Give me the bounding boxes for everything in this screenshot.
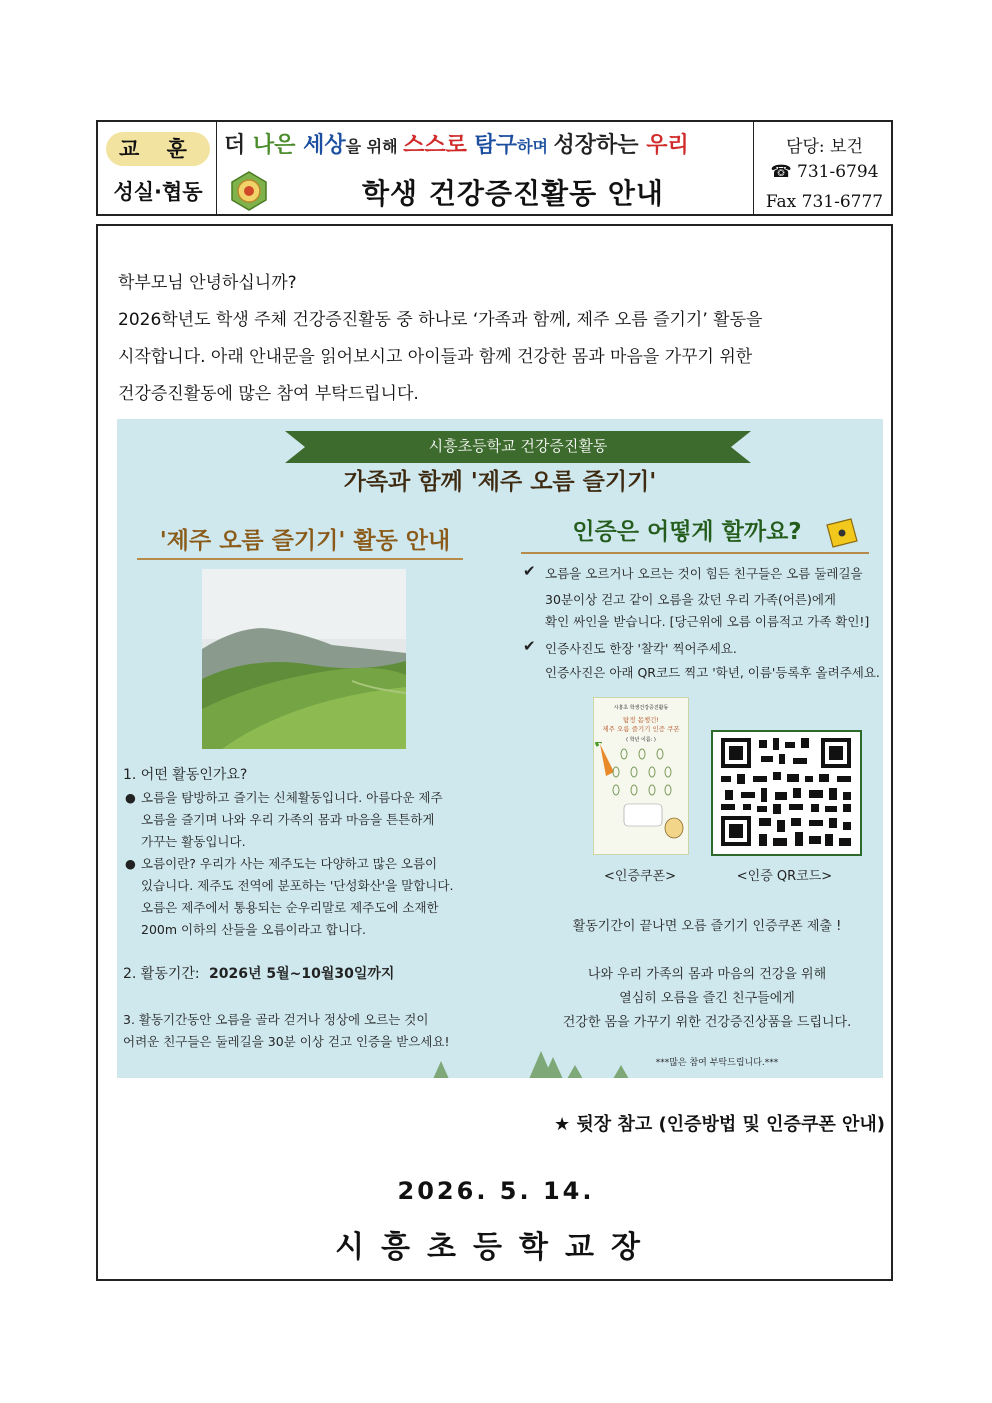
oreum-photo [202, 569, 406, 749]
reward-line: 열심히 오름을 즐긴 친구들에게 [619, 991, 795, 1006]
check-line: 30분이상 걷고 같이 오름을 갔던 우리 가족(어른)에게 [545, 592, 837, 607]
bullet-line: 200m 이하의 산들을 오름이라고 합니다. [141, 922, 366, 937]
tag-icon [821, 515, 861, 549]
motto-words: 성실·협동 [113, 180, 203, 204]
motto-label: 교 훈 [106, 132, 210, 166]
header-table [96, 120, 893, 216]
thanks-note: ***많은 참여 부탁드립니다.*** [655, 1058, 779, 1068]
bullet-line: 오름이란? 우리가 사는 제주도는 다양하고 많은 오름이 [141, 856, 438, 871]
left-heading: '제주 오름 즐기기' 활동 안내 [159, 528, 451, 554]
principal-signature: 시흥초등학교장 [335, 1230, 657, 1265]
check-line: 인증사진도 한장 '찰칵' 찍어주세요. [545, 641, 737, 656]
q1-heading: 1. 어떤 활동인가요? [123, 767, 248, 783]
q3-line: 어려운 친구들은 둘레길을 30분 이상 걷고 인증을 받으세요! [123, 1034, 450, 1049]
bullet-line: 있습니다. 제주도 전역에 분포하는 '단성화산'을 말합니다. [141, 878, 454, 893]
intro-greeting: 학부모님 안녕하십니까? [118, 273, 297, 293]
school-emblem-icon [228, 170, 270, 212]
reward-line: 나와 우리 가족의 몸과 마음의 건강을 위해 [587, 967, 827, 982]
check-line: 오름을 오르거나 오르는 것이 힘든 친구들은 오름 둘레길을 [545, 566, 863, 581]
check-icon: ✔ [523, 562, 536, 580]
qr-caption: <인증 QR코드> [736, 869, 833, 884]
right-heading: 인증은 어떻게 할까요? [572, 519, 802, 545]
bullet-line: 가꾸는 활동입니다. [141, 834, 246, 849]
check-icon: ✔ [523, 637, 536, 655]
contact-person: 담당: 보건 [786, 137, 863, 157]
intro-line: 2026학년도 학생 주체 건강증진활동 중 하나로 ‘가족과 함께, 제주 오름 즐기기’ 활동을 [118, 310, 763, 330]
submit-notice: 활동기간이 끝나면 오름 즐기기 인증쿠폰 제출 ! [572, 919, 842, 934]
issue-date: 2026. 5. 14. [397, 1177, 595, 1205]
certification-coupon: 시흥초 학생건강증진활동 탐정 몸챙긴! 제주 오름 즐기기 인증 쿠폰 ( 학년 이름: ) [593, 697, 689, 855]
bullet-line: 오름은 제주에서 통용되는 순우리말로 제주도에 소재한 [141, 900, 439, 915]
reward-line: 건강한 몸을 가꾸기 위한 건강증진상품을 드립니다. [562, 1015, 852, 1030]
ribbon-text: 시흥초등학교 건강증진활동 [428, 437, 608, 455]
fax-number: Fax 731-6777 [765, 192, 884, 212]
qr-code[interactable] [711, 730, 862, 856]
phone-number: ☎ 731-6794 [770, 162, 879, 182]
activity-poster: 시흥초등학교 건강증진활동 가족과 함께 '제주 오름 즐기기' '제주 오름 즐기기' 활동 안내 인증은 어떻게 할까요? 1. 어떤 활동인가요? ● 오름을 탐방하고 즐기는 신체활동입니다. 아름다운 제주 오름을 즐기며 나와 우리 가족의 몸과 마음을 튼튼하게 가꾸는 활동입니다. ● 오름이란? 우리가 사는 제주도는 다양하고 많은 오름이 있습니다. 제주도 전역에 분포하는 '단성화산'을 말합니다. 오름은 제주에서 통용되는 순우리말로 제주도에 소재한 200m 이하의 산들을 오름이라고 합니다. 2. 활동기간: 2026년 5월~10월30일까지 3. 활동기간동안 오름을 골라 걷거나 정상에 오르는 것이 어려운 친구들은 둘레길을 30분 이상 걷고 인증을 받으세요! ✔ 오름을 오르거나 오르는 것이 힘든 친구들은 오름 둘레길을 30분이상 걷고 같이 오름을 갔던 우리 가족(어른)에게 확인 싸인을 받습니다. [당근위에 오름 이름적고 가족 확인!] ✔ 인증사진도 한장 '찰칵' 찍어주세요. 인증사진은 아래 QR코드 찍고 '학년, 이름'등록후 올려주세요. 시흥초 학생건강증진활동 탐정 몸챙긴! 제주 오름 즐기기 인증 쿠폰 ( 학년 이름: ) <인증쿠폰> <인증 QR코드> 활동기간이 끝나면 오름 즐기기 인증쿠폰 제출 ! 나와 우리 가족의 몸과 마음의 건강을 위해 열심히 오름을 즐긴 친구들에게 건강한 몸을 가꾸기 위한 건강증진상품을 드립니다. ***많은 참여 부탁드립니다.*** [117, 419, 883, 1078]
q2-heading: 2. 활동기간: [123, 966, 200, 982]
check-line: 확인 싸인을 받습니다. [당근위에 오름 이름적고 가족 확인!] [545, 614, 870, 629]
check-line: 인증사진은 아래 QR코드 찍고 '학년, 이름'등록후 올려주세요. [545, 665, 880, 680]
document-title: 학생 건강증진활동 안내 [362, 177, 664, 210]
intro-line: 건강증진활동에 많은 참여 부탁드립니다. [118, 384, 419, 404]
q3-line: 3. 활동기간동안 오름을 골라 걷거나 정상에 오르는 것이 [123, 1012, 429, 1027]
trees-decoration [417, 1039, 647, 1078]
school-slogan: 더 나은 세상을 위해 스스로 탐구하며 성장하는 우리 [224, 133, 689, 158]
intro-line: 시작합니다. 아래 안내문을 읽어보시고 아이들과 함께 건강한 몸과 마음을 가꾸기 위한 [118, 347, 753, 367]
bullet-line: 오름을 즐기며 나와 우리 가족의 몸과 마음을 튼튼하게 [141, 812, 435, 827]
activity-period: 2026년 5월~10월30일까지 [209, 966, 395, 982]
bullet-line: 오름을 탐방하고 즐기는 신체활동입니다. 아름다운 제주 [141, 790, 443, 805]
coupon-caption: <인증쿠폰> [603, 869, 677, 884]
poster-title: 가족과 함께 '제주 오름 즐기기' [343, 469, 657, 495]
back-page-note: ★ 뒷장 참고 (인증방법 및 인증쿠폰 안내) [553, 1114, 885, 1135]
